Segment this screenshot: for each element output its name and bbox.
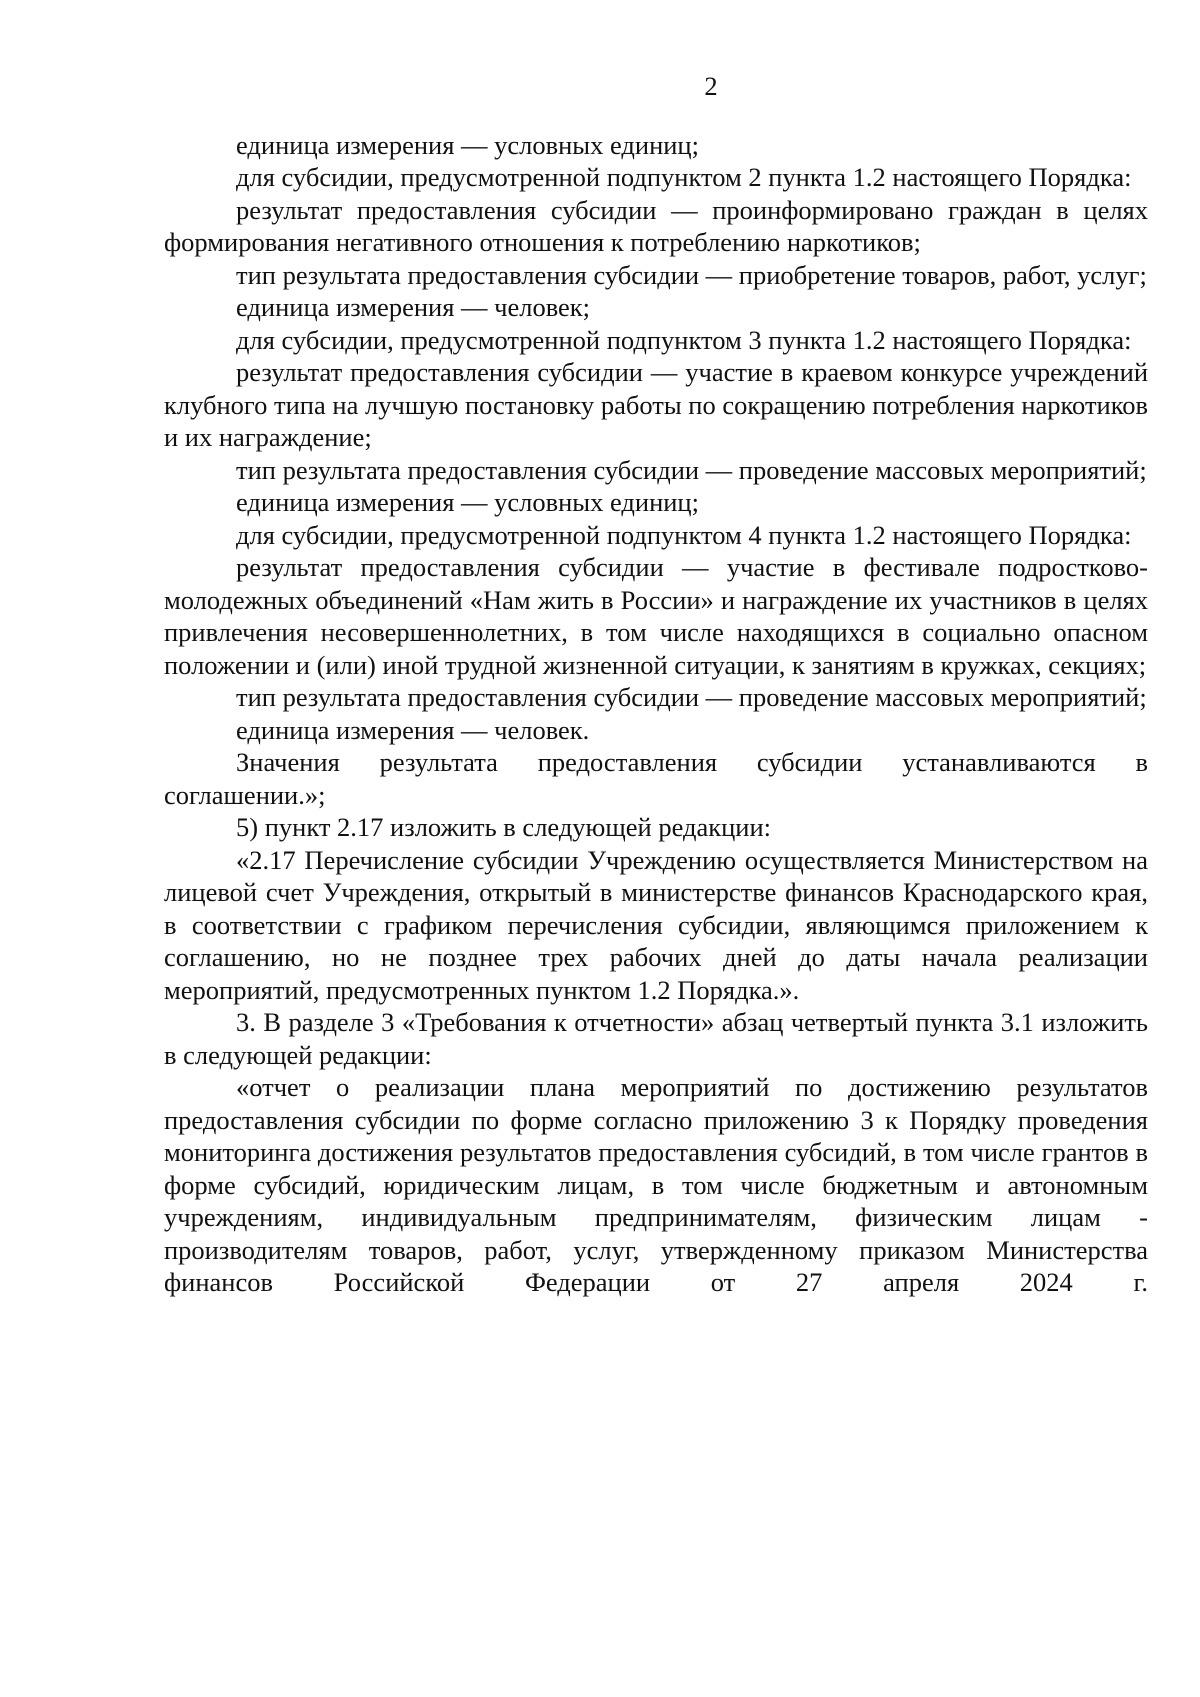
paragraph: единица измерения — условных единиц;: [236, 487, 699, 517]
paragraph: единица измерения — человек;: [236, 292, 591, 322]
paragraph: 5) пункт 2.17 изложить в следующей редакции:: [236, 812, 772, 842]
paragraph: единица измерения — человек.: [236, 714, 590, 745]
paragraph: 3. В разделе 3 «Требования к отчетности» абзац четвертый пункта 3.1 изложить в следующей редакции:: [164, 1007, 1148, 1070]
paragraph: для субсидии, предусмотренной подпунктом 4 пункта 1.2 настоящего Порядка:: [236, 519, 1132, 550]
paragraph: тип результата предоставления субсидии — проведение массовых мероприятий;: [236, 682, 1147, 712]
paragraph: тип результата предоставления субсидии — приобретение товаров, работ, услуг;: [236, 259, 1147, 290]
paragraph: единица измерения — условных единиц;: [236, 129, 699, 160]
paragraph: «2.17 Перечисление субсидии Учреждению осуществляется Министерством на лицевой счет Учреждения, открытый в министерстве финансов Краснодарского края, в соответствии с графиком перечисления субсидии, являющимся приложением к соглашению, но не позднее трех рабочих дней до даты начала реализации мероприятий, предусмотренных пунктом 1.2 Порядка.».: [164, 844, 1148, 1005]
paragraph: результат предоставления субсидии — проинформировано граждан в целях формирования негативного отношения к потреблению наркотиков;: [164, 194, 1148, 257]
paragraph: для субсидии, предусмотренной подпунктом 2 пункта 1.2 настоящего Порядка:: [236, 162, 1132, 192]
paragraph: для субсидии, предусмотренной подпунктом 3 пункта 1.2 настоящего Порядка:: [236, 324, 1132, 355]
page-number: 2: [704, 71, 718, 101]
paragraph: результат предоставления субсидии — участие в краевом конкурсе учреждений клубного типа на лучшую постановку работы по сокращению потребления наркотиков и их награждение;: [164, 357, 1148, 452]
paragraph: «отчет о реализации плана мероприятий по достижению результатов предоставления субсидии по форме согласно приложению 3 к Порядку проведения мониторинга достижения результатов предоставления субсидий, в том числе грантов в форме субсидий, юридическим лицам, в том числе бюджетным и автономным учреждениям, индивидуальным предпринимателям, физическим лицам - производителям товаров, работ, услуг, утвержденному приказом Министерства финансов Российской Федерации от 27 апреля 2024 г.: [164, 1072, 1148, 1297]
paragraph: тип результата предоставления субсидии — проведение массовых мероприятий;: [236, 454, 1147, 485]
paragraph: Значения результата предоставления субсидии устанавливаются в соглашении.»;: [164, 747, 1148, 810]
paragraph: результат предоставления субсидии — участие в фестивале подростково-молодежных объединений «Нам жить в России» и награждение их участников в целях привлечения несовершеннолетних, в том числе находящихся в социально опасном положении и (или) иной трудной жизненной ситуации, к занятиям в кружках, секциях;: [164, 552, 1148, 680]
